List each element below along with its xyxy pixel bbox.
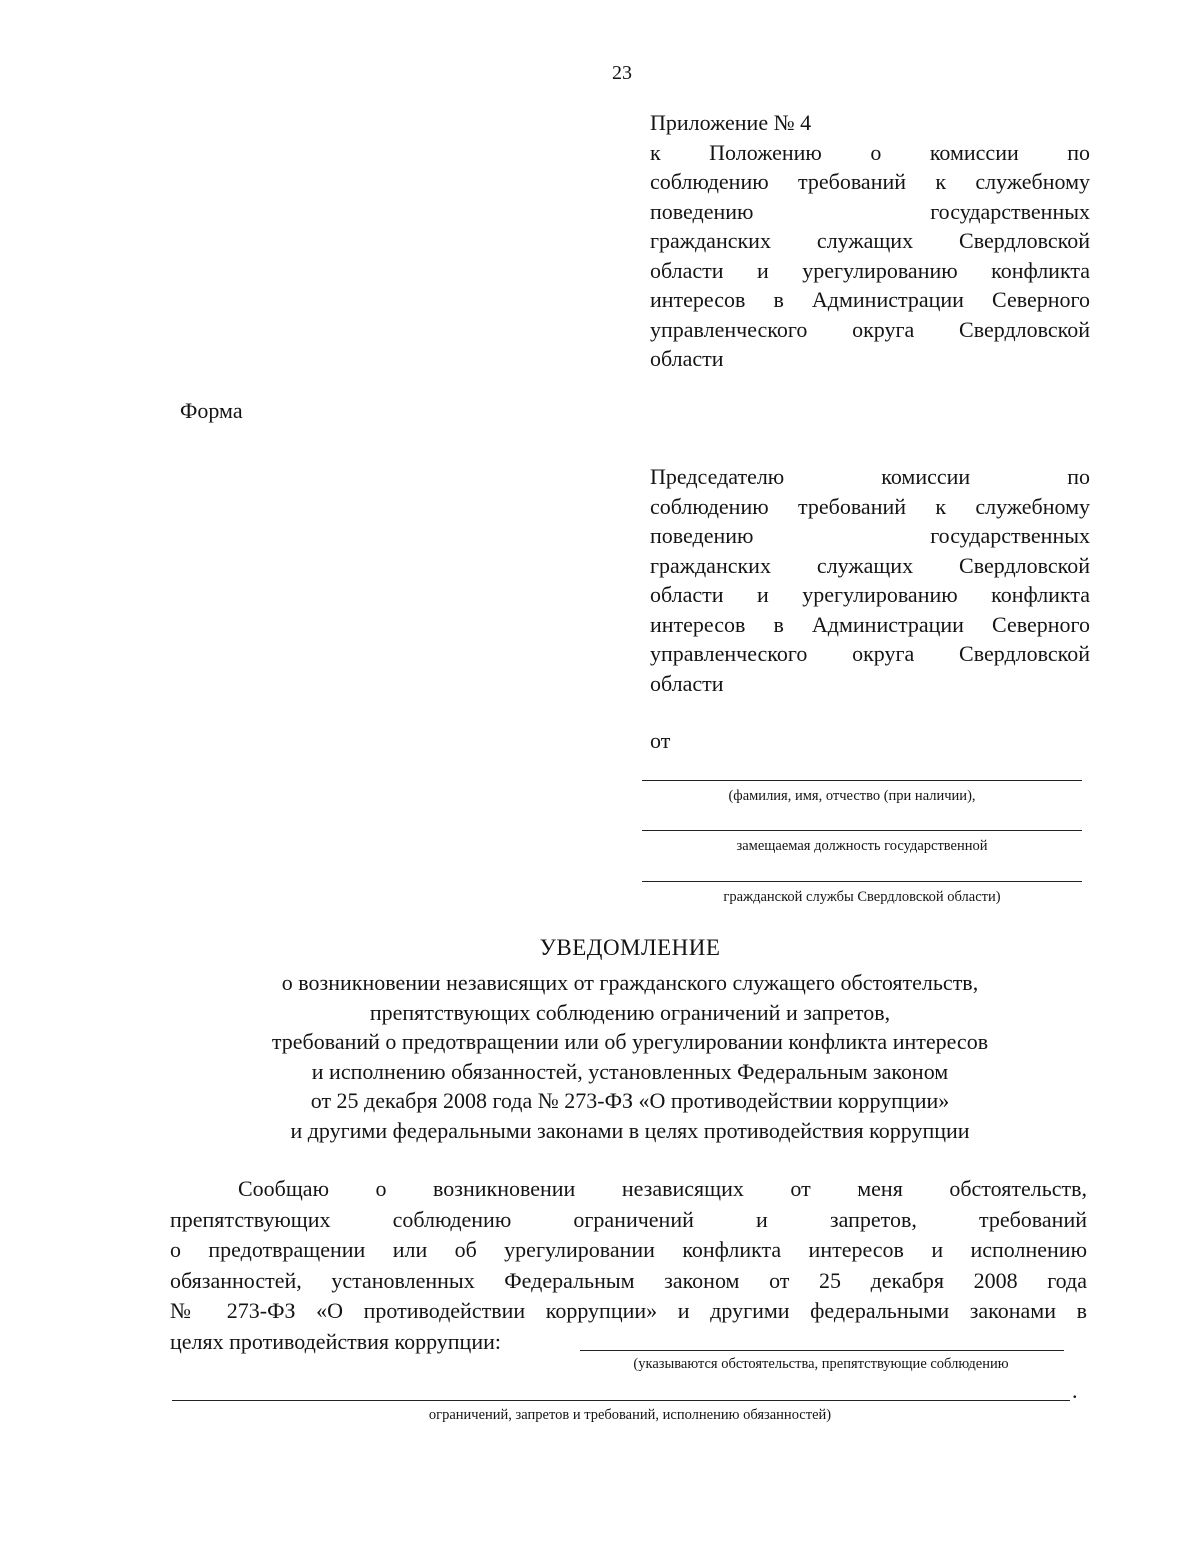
appendix-line: гражданских служащих Свердловской (650, 228, 1090, 253)
addressee-line: интересов в Администрации Северного (650, 611, 1090, 637)
appendix-line: поведению государственных (650, 198, 1090, 224)
page-number: 23 (612, 62, 632, 84)
name-fill-line[interactable] (642, 780, 1082, 781)
from-label: от (650, 728, 671, 753)
service-fill-line[interactable] (642, 881, 1082, 882)
circumstances-caption: (указываются обстоятельства, препятствующие соблюдению (633, 1356, 1009, 1372)
notice-subtitle-line: о возникновении независящих от гражданского служащего обстоятельств, (281, 970, 979, 995)
addressee-line: соблюдению требований к служебному (650, 493, 1090, 519)
service-caption: гражданской службы Свердловской области) (723, 889, 1001, 905)
addressee-line: гражданских служащих Свердловской (650, 552, 1090, 578)
notice-subtitle-line: препятствующих соблюдению ограничений и запретов, (369, 999, 891, 1025)
body-line: препятствующих соблюдению ограничений и запретов, требований (170, 1206, 1087, 1232)
appendix-title: Приложение № 4 (650, 110, 812, 135)
appendix-line: управленческого округа Свердловской (650, 316, 1090, 342)
addressee-block (650, 462, 1090, 698)
notice-title: УВЕДОМЛЕНИЕ (539, 935, 721, 960)
appendix-line: к Положению о комиссии по (650, 139, 1090, 165)
notice-subtitle-line: требований о предотвращении или об урегулировании конфликта интересов (271, 1029, 989, 1054)
position-caption: замещаемая должность государственной (736, 838, 988, 854)
body-line: обязанностей, установленных Федеральным законом от 25 декабря 2008 года (170, 1267, 1087, 1293)
restrictions-caption: ограничений, запретов и требований, исполнению обязанностей) (428, 1407, 832, 1423)
appendix-block (650, 108, 1090, 374)
addressee-line: Председателю комиссии по (650, 464, 1090, 489)
form-label: Форма (180, 398, 243, 423)
position-fill-line[interactable] (642, 830, 1082, 831)
notice-body (170, 1174, 1087, 1357)
appendix-line: области (650, 346, 724, 371)
appendix-line: области и урегулированию конфликта (650, 257, 1090, 283)
body-line-last: целях противодействия коррупции: (170, 1328, 501, 1354)
addressee-line: области и урегулированию конфликта (650, 582, 1090, 607)
body-line: Сообщаю о возникновении независящих от меня обстоятельств, (238, 1176, 1087, 1201)
name-caption: (фамилия, имя, отчество (при наличии), (728, 788, 976, 804)
notice-subtitle-line: и другими федеральными законами в целях противодействия коррупции (290, 1117, 970, 1143)
appendix-line: интересов в Администрации Северного (650, 287, 1090, 312)
notice-subtitle-line: от 25 декабря 2008 года № 273-ФЗ «О противодействии коррупции» (310, 1088, 950, 1113)
circumstances-fill-line-2[interactable] (172, 1400, 1070, 1401)
circumstances-fill-line[interactable] (580, 1350, 1064, 1351)
body-line: о предотвращении или об урегулировании конфликта интересов и исполнению (170, 1237, 1087, 1262)
end-period: . (1072, 1378, 1078, 1403)
addressee-line: поведению государственных (650, 523, 1090, 548)
notice-subtitle (180, 968, 1080, 1145)
body-line: № 273-ФЗ «О противодействии коррупции» и другими федеральными законами в (170, 1298, 1087, 1323)
addressee-line: управленческого округа Свердловской (650, 641, 1090, 666)
addressee-line: области (650, 670, 724, 696)
appendix-line: соблюдению требований к служебному (650, 169, 1090, 194)
notice-subtitle-line: и исполнению обязанностей, установленных Федеральным законом (311, 1058, 949, 1084)
